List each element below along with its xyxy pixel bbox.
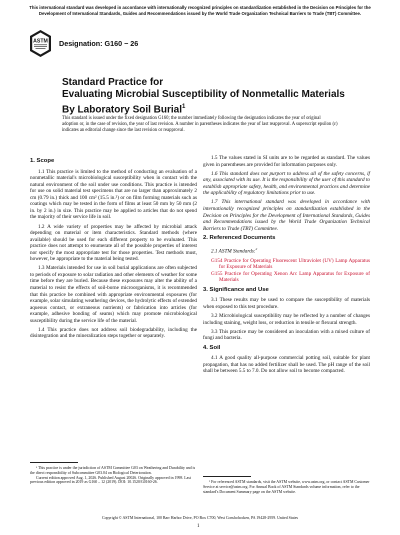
- reference-code-g154[interactable]: G154: [211, 257, 223, 264]
- paragraph-1-5: 1.5 The values stated in SI units are to be regarded as standard. The values given in parentheses are provided for information purposes only.: [203, 155, 370, 168]
- footnote-2: ² For referenced ASTM standards, visit the ASTM website, www.astm.org, or contact ASTM Customer Service at service@astm.org. For Annual Book of ASTM Standards volume information, refer to the standard's Document Summary page on the ASTM website.: [203, 480, 370, 494]
- title-line-2: Evaluating Microbial Susceptibility of Nonmetallic Materials: [62, 89, 345, 100]
- title-footnote-mark: 1: [182, 104, 186, 110]
- paragraph-3-3: 3.3 This practice may be considered an inoculation with a mixed culture of fungi and bacteria.: [203, 328, 370, 342]
- section-heading-referenced-documents: 2. Referenced Documents: [203, 235, 276, 242]
- paragraph-1-7: 1.7 This international standard was developed in accordance with internationally recognized principles on standardization established in the Decision on Principles for the Development of International Standards, Guides and Recommendations issued by the World Trade Organization Technical Barriers to Trade (TBT) Committee.: [203, 199, 370, 232]
- paragraph-1-3: 1.3 Materials intended for use in soil burial applications are often subjected to periods of exposure to solar radiation and other elements of weather for some time before they are buried. Because these exposures may alter the ability of a material to resist the effects of soil-borne microorganisms, it is recommended that this practice be combined with appropriate environmental exposures (for example, solar simulating weathering devices, the hydrolytic effects of extended aqueous contact, or extraneous nutrients) or fabrication into articles (for example, adhesive bonding of seams) which may promote microbiological susceptibility during the service life of the material.: [30, 265, 197, 324]
- paragraph-2-1: 2.1 ASTM Standards:$^2$: [211, 246, 258, 255]
- reference-g155[interactable]: G155 Practice for Operating Xenon Arc Lamp Apparatus for Exposure of Materials: [211, 270, 370, 284]
- designation: Designation: G160 − 26: [59, 39, 139, 48]
- paragraph-1-6: 1.6 This standard does not purport to address all of the safety concerns, if any, associated with its use. It is the responsibility of the user of this standard to establish appropriate safety, health, and environmental practices and determine the applicability of regulatory limitations prior to use.: [203, 170, 370, 197]
- header-notice: This international standard was developed in accordance with internationally recognized principles on standardization established in the Decision on Principles for the Development of International Standards, Guides and Recommendations issued by the World Trade Organization Technical Barriers to Trade (TBT) Committee.: [29, 5, 371, 16]
- footnote-divider-right: [203, 476, 251, 477]
- footnote-1: ¹ This practice is under the jurisdiction of ASTM Committee G03 on Weathering and Durability and is the direct responsibility of Subcommittee G03.04 on Biological Deterioration.: [30, 466, 196, 475]
- paragraph-4-1: 4.1 A good quality all-purpose commercial potting soil, suitable for plant propagation, that has no added fertilizer shall be used. The pH range of the soil shall be between 5.5 to 7.0. Do not allow soil to become compacted.: [203, 355, 370, 375]
- page-number: 1: [197, 524, 200, 529]
- footnote-left: [30, 466, 197, 485]
- document-title: [62, 77, 352, 116]
- astm-logo: [30, 30, 51, 57]
- footnote-divider-left: [30, 462, 78, 463]
- footnote-edition: Current edition approved Aug. 1, 2026. Published August 20026. Originally approved in 1998. Last previous edition approved in 2019 as G160 – 12 (2019). DOI: 10.1520/G0160-26.: [30, 475, 191, 485]
- footnote-right: [203, 480, 370, 494]
- section-heading-soil: 4. Soil: [203, 344, 221, 351]
- paragraph-1-4: 1.4 This practice does not address soil biodegradability, including the disintegration and the mineralization steps together or separately.: [30, 326, 197, 340]
- section-heading-significance: 3. Significance and Use: [203, 286, 269, 293]
- title-line-1: Standard Practice for: [62, 77, 164, 88]
- paragraph-3-2: 3.2 Microbiological susceptibility may be reflected by a number of changes including staining, weight loss, or reduction in tensile or flexural strength.: [203, 313, 370, 326]
- paragraph-1-2: 1.2 A wide variety of properties may be affected by microbial attack depending on material or item characteristics. Standard methods (where available) should be used for each different property to be evaluated. This practice does not attempt to enumerate all of the possible properties of interest nor specify the most appropriate test for those properties. Test methods must, however, be appropriate to the material being tested.: [30, 223, 197, 263]
- section-heading-scope: 1. Scope: [30, 158, 55, 164]
- paragraph-1-1: 1.1 This practice is limited to the method of conducting an evaluation of a nonmetallic material's microbiological susceptibility when in contact with the natural environment of the soil under use conditions. This practice is intended for use on solid material test specimens that are no larger than approximately 2 cm (0.79 in.) thick and 100 cm² (15.5 in.²) or on film forming materials such as coatings which may be tested in the form of films at least 50 mm by 50 mm (2 in. by 2 in.) in size. This practice may be applied to articles that do not spend the majority of their service life in soil.: [30, 168, 197, 221]
- paragraph-3-1: 3.1 These results may be used to compare the susceptibility of materials when exposed to this test procedure.: [203, 297, 370, 310]
- issuance-statement: This standard is issued under the fixed designation G160; the number immediately following the designation indicates the year of original adoption or, in the case of revision, the year of last revision. A number in parentheses indicates the year of last reapproval. A superscript epsilon (ε) indicates an editorial change since the last revision or reapproval.: [62, 116, 338, 133]
- reference-code-g155[interactable]: G155: [211, 270, 223, 277]
- title-line-3: By Laboratory Soil Burial$^1$: [62, 104, 186, 116]
- svg-text:ASTM: ASTM: [33, 38, 48, 45]
- right-column: [203, 155, 370, 378]
- reference-g154[interactable]: G154 Practice for Operating Fluorescent Ultraviolet (UV) Lamp Apparatus for Exposure of Materials: [211, 257, 370, 271]
- left-column: [30, 155, 197, 343]
- copyright-line: Copyright © ASTM International, 100 Barr Harbor Drive, PO Box C700, West Conshohocken, PA 19428-2959. United States: [102, 516, 298, 520]
